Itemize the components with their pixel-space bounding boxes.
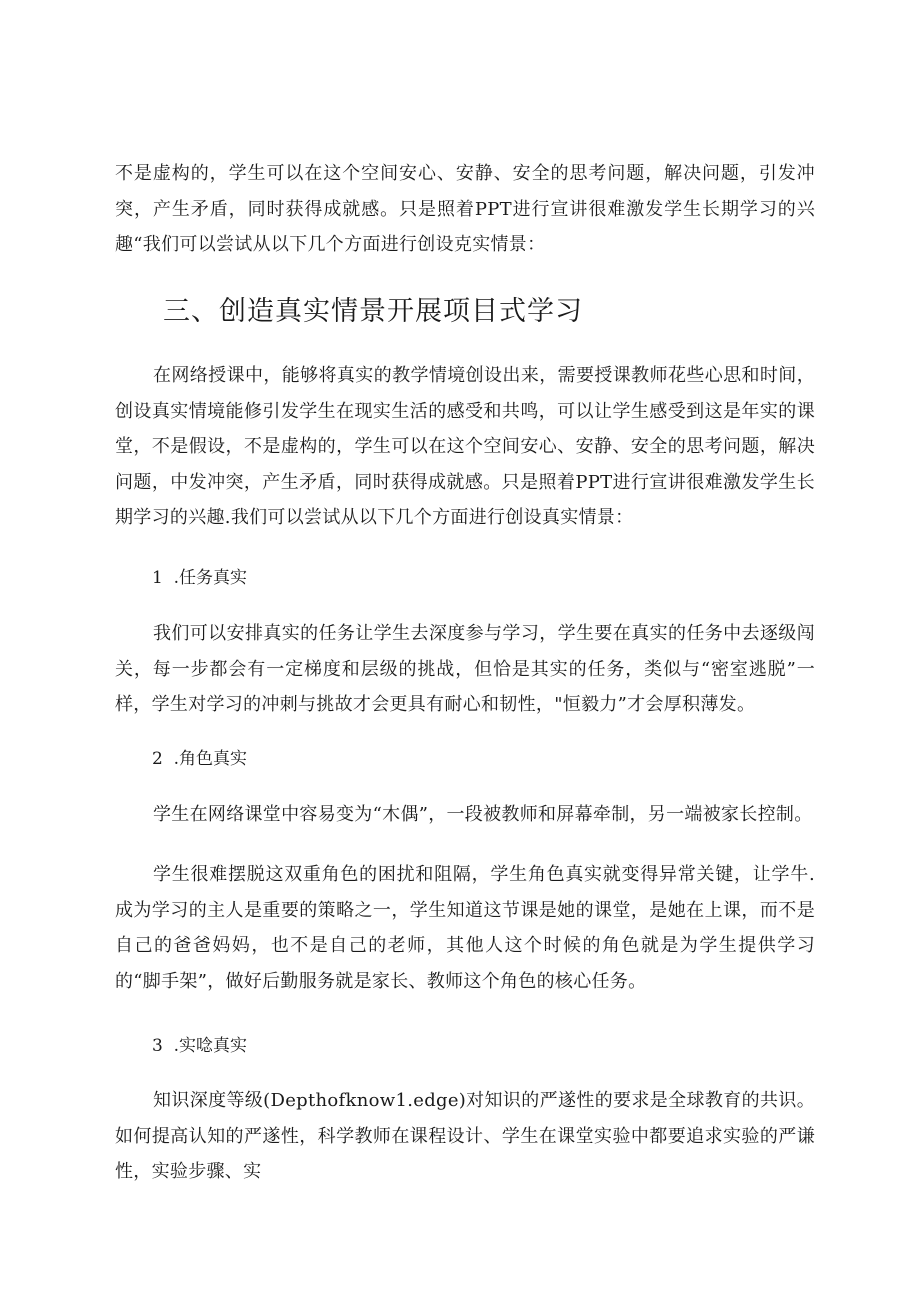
- item2-paragraph-2: 学生很难摆脱这双重角色的困扰和阻隔，学生角色真实就变得异常关键，让学牛.成为学习的主人是重要的策略之一，学生知道这节课是她的课堂，是她在上课，而不是自己的爸爸妈妈，也不是自己的老师，其他人这个时候的角色就是为学生提供学习的“脚手架”，做好后勤服务就是家长、教师这个角色的核心任务。: [115, 864, 815, 992]
- item3-heading: 3 .实唸真实: [152, 1036, 248, 1056]
- item2-heading: 2 .角色真实: [152, 749, 248, 769]
- section-paragraph: 在网络授课中，能够将真实的教学情境创设出来，需要授课教师花些心思和时间，创设真实情境能修引发学生在现实生活的感受和共鸣，可以让学生感受到这是年实的课堂，不是假设，不是虚构的，学生可以在这个空间安心、安静、安全的思考问题，解决问题，中发冲突，产生矛盾，同时获得成就感。只是照着PPT进行宣讲很难激发学生长期学习的兴趣.我们可以尝试从以下几个方面进行创设真实情景：: [115, 365, 815, 528]
- section-heading: 三、创造真实情景开展项目式学习: [163, 296, 583, 327]
- item1-paragraph: 我们可以安排真实的任务让学生去深度参与学习，学生要在真实的任务中去逐级闯关，每一步都会有一定梯度和层级的挑战，但恰是其实的任务，类似与“密室逃脱”一样，学生对学习的冲刺与挑故才会更具有耐心和韧性，"恒毅力”才会厚积薄发。: [115, 623, 815, 715]
- item3-paragraph: 知识深度等级(Depthofknow1.edge)对知识的严遂性的要求是全球教育的共识。如何提高认知的严遂性，科学教师在课程设计、学生在课堂实验中都要追求实验的严谦性，实验步骤、实: [115, 1090, 815, 1182]
- item1-heading: 1 .任务真实: [152, 568, 248, 588]
- item2-paragraph-1: 学生在网络课堂中容易变为“木偶”，一段被教师和屏幕牵制，另一端被家长控制。: [153, 804, 813, 825]
- intro-paragraph: 不是虚构的，学生可以在这个空间安心、安静、安全的思考问题，解决问题，引发冲突，产生矛盾，同时获得成就感。只是照着PPT进行宣讲很难激发学生长期学习的兴趣“我们可以尝试从以下几个方面进行创设克实情景：: [115, 163, 815, 255]
